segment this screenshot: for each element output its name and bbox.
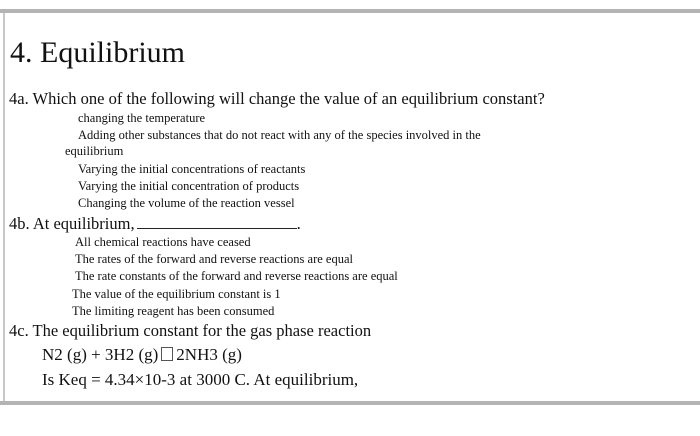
- option-4b-1: All chemical reactions have ceased: [75, 235, 251, 249]
- reaction-reactants: N2 (g) + 3H2 (g): [42, 345, 159, 364]
- option-4a-2-cont: equilibrium: [65, 144, 124, 158]
- section-title: 4. Equilibrium: [10, 36, 185, 69]
- answer-blank: [137, 214, 297, 229]
- option-4a-2: Adding other substances that do not react with any of the species involved in the: [78, 128, 481, 142]
- option-4b-3: The rate constants of the forward and reverse reactions are equal: [75, 269, 398, 283]
- reaction-equation: [42, 344, 242, 366]
- question-4b-end: .: [296, 214, 301, 233]
- arrow-placeholder-icon: [161, 347, 173, 361]
- question-4a: 4a. Which one of the following will change the value of an equilibrium constant?: [9, 89, 545, 108]
- reaction-products: 2NH3 (g): [176, 345, 242, 364]
- left-border: [3, 13, 5, 401]
- top-divider: [0, 9, 700, 13]
- question-4c: 4c. The equilibrium constant for the gas phase reaction: [9, 321, 372, 340]
- option-4a-4: Varying the initial concentration of products: [78, 179, 300, 193]
- question-4b: [9, 214, 301, 234]
- option-4a-5: Changing the volume of the reaction vessel: [78, 196, 295, 210]
- option-4a-1: changing the temperature: [78, 111, 206, 125]
- keq-statement: Is Keq = 4.34×10-3 at 3000 C. At equilibrium,: [42, 370, 359, 389]
- option-4b-5: The limiting reagent has been consumed: [72, 304, 275, 318]
- option-4b-4: The value of the equilibrium constant is 1: [72, 287, 281, 301]
- bottom-divider: [0, 401, 700, 405]
- option-4a-3: Varying the initial concentrations of reactants: [78, 162, 306, 176]
- option-4b-2: The rates of the forward and reverse reactions are equal: [75, 252, 353, 266]
- question-4b-text: 4b. At equilibrium,: [9, 214, 135, 233]
